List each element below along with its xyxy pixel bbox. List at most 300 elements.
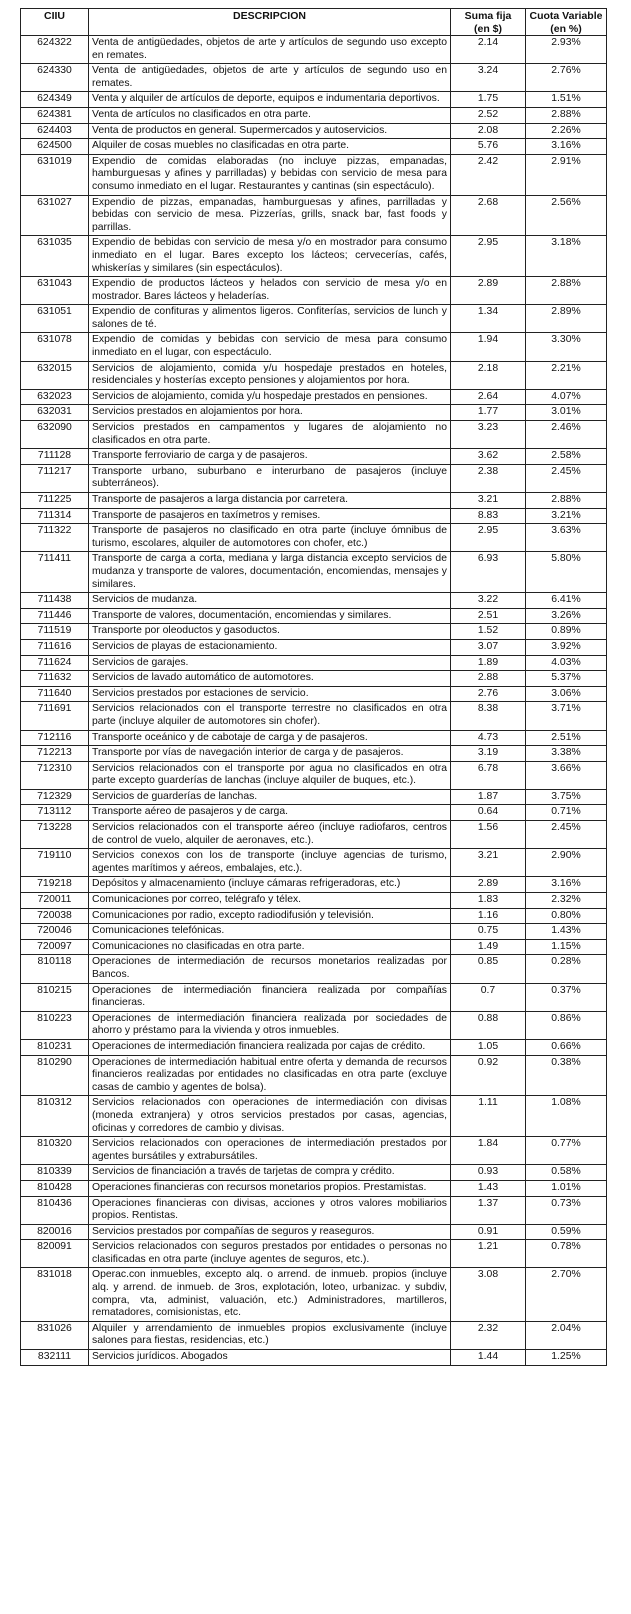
cuota-variable-cell: 3.16% [526,877,607,893]
suma-fija-cell: 2.08 [451,123,526,139]
ciiu-cell: 720038 [21,908,89,924]
table-row [21,524,607,552]
ciiu-cell: 631019 [21,154,89,195]
suma-fija-cell: 1.44 [451,1350,526,1366]
suma-fija-cell: 1.05 [451,1039,526,1055]
table-row [21,139,607,155]
description-cell: Comunicaciones por radio, excepto radiodifusión y televisión. [89,908,451,924]
cuota-variable-cell: 2.32% [526,893,607,909]
description-cell: Venta de antigüedades, objetos de arte y artículos de segundo uso en remates. [89,64,451,92]
ciiu-cell: 711438 [21,593,89,609]
cuota-variable-cell: 2.45% [526,464,607,492]
ciiu-cell: 720046 [21,924,89,940]
table-row [21,333,607,361]
table-row [21,195,607,236]
suma-fija-cell: 3.08 [451,1268,526,1321]
cuota-variable-cell: 0.71% [526,805,607,821]
ciiu-cell: 624403 [21,123,89,139]
suma-fija-cell: 1.34 [451,305,526,333]
cuota-variable-cell: 3.01% [526,405,607,421]
cuota-variable-cell: 3.92% [526,639,607,655]
description-cell: Servicios de mudanza. [89,593,451,609]
description-cell: Servicios de financiación a través de tarjetas de compra y crédito. [89,1165,451,1181]
cuota-variable-cell: 3.26% [526,608,607,624]
cuota-variable-cell: 0.58% [526,1165,607,1181]
suma-fija-cell: 8.83 [451,508,526,524]
table-row [21,730,607,746]
suma-fija-cell: 2.51 [451,608,526,624]
suma-fija-cell: 1.37 [451,1196,526,1224]
table-row [21,449,607,465]
table-row [21,1137,607,1165]
cuota-variable-cell: 1.15% [526,939,607,955]
table-body [21,36,607,1366]
ciiu-cell: 711128 [21,449,89,465]
suma-fija-cell: 0.88 [451,1011,526,1039]
table-row [21,277,607,305]
ciiu-cell: 631051 [21,305,89,333]
ciiu-cell: 624500 [21,139,89,155]
table-row [21,1165,607,1181]
description-cell: Expendio de productos lácteos y helados con servicio de mesa y/o en mostrador. Bares lácteos y heladerías. [89,277,451,305]
suma-fija-cell: 1.83 [451,893,526,909]
description-cell: Servicios jurídicos. Abogados [89,1350,451,1366]
header-cuota-line2: (en %) [550,22,582,35]
suma-fija-cell: 2.52 [451,107,526,123]
cuota-variable-cell: 0.86% [526,1011,607,1039]
cuota-variable-cell: 0.38% [526,1055,607,1096]
suma-fija-cell: 3.21 [451,849,526,877]
table-row [21,1096,607,1137]
suma-fija-cell: 3.62 [451,449,526,465]
table-row [21,983,607,1011]
table-row [21,1180,607,1196]
ciiu-cell: 624349 [21,92,89,108]
suma-fija-cell: 0.91 [451,1224,526,1240]
table-row [21,1268,607,1321]
description-cell: Transporte de pasajeros a larga distancia por carretera. [89,493,451,509]
table-row [21,821,607,849]
table-row [21,1196,607,1224]
ciiu-cell: 631035 [21,236,89,277]
description-cell: Operaciones financieras con divisas, acciones y otros valores mobiliarios propios. Rentistas. [89,1196,451,1224]
table-row [21,761,607,789]
table-row [21,421,607,449]
cuota-variable-cell: 3.16% [526,139,607,155]
suma-fija-cell: 0.93 [451,1165,526,1181]
description-cell: Servicios de guarderías de lanchas. [89,789,451,805]
suma-fija-cell: 8.38 [451,702,526,730]
table-row [21,64,607,92]
header-suma-fija-line1: Suma fija [464,10,512,22]
ciiu-cell: 632090 [21,421,89,449]
cuota-variable-cell: 3.66% [526,761,607,789]
ciiu-cell: 810320 [21,1137,89,1165]
cuota-variable-cell: 2.26% [526,123,607,139]
suma-fija-cell: 4.73 [451,730,526,746]
description-cell: Transporte urbano, suburbano e interurbano de pasajeros (incluye subterráneos). [89,464,451,492]
ciiu-cell: 624381 [21,107,89,123]
ciiu-cell: 810428 [21,1180,89,1196]
description-cell: Transporte por oleoductos y gasoductos. [89,624,451,640]
suma-fija-cell: 2.64 [451,389,526,405]
cuota-variable-cell: 2.58% [526,449,607,465]
header-suma-fija [451,9,526,36]
suma-fija-cell: 3.07 [451,639,526,655]
ciiu-cell: 810223 [21,1011,89,1039]
header-ciiu [21,9,89,36]
ciiu-rates-table [20,8,607,1366]
suma-fija-cell: 1.52 [451,624,526,640]
cuota-variable-cell: 2.88% [526,107,607,123]
description-cell: Transporte aéreo de pasajeros y de carga. [89,805,451,821]
table-row [21,361,607,389]
ciiu-cell: 820016 [21,1224,89,1240]
cuota-variable-cell: 3.75% [526,789,607,805]
table-row [21,805,607,821]
table-row [21,389,607,405]
cuota-variable-cell: 5.37% [526,671,607,687]
ciiu-cell: 810231 [21,1039,89,1055]
cuota-variable-cell: 2.91% [526,154,607,195]
ciiu-cell: 832111 [21,1350,89,1366]
cuota-variable-cell: 3.30% [526,333,607,361]
description-cell: Servicios de alojamiento, comida y/u hospedaje prestados en hoteles, residenciales y hosterías excepto pensiones y alojamientos por hora. [89,361,451,389]
suma-fija-cell: 2.68 [451,195,526,236]
suma-fija-cell: 2.95 [451,236,526,277]
ciiu-cell: 713228 [21,821,89,849]
suma-fija-cell: 1.21 [451,1240,526,1268]
suma-fija-cell: 3.19 [451,746,526,762]
description-cell: Servicios de lavado automático de automotores. [89,671,451,687]
table-row [21,464,607,492]
suma-fija-cell: 2.88 [451,671,526,687]
ciiu-cell: 810215 [21,983,89,1011]
suma-fija-cell: 5.76 [451,139,526,155]
ciiu-cell: 711616 [21,639,89,655]
description-cell: Servicios de playas de estacionamiento. [89,639,451,655]
cuota-variable-cell: 2.04% [526,1321,607,1349]
suma-fija-cell: 0.7 [451,983,526,1011]
cuota-variable-cell: 0.80% [526,908,607,924]
cuota-variable-cell: 3.06% [526,686,607,702]
header-cuota-line1: Cuota Variable [529,10,603,22]
suma-fija-cell: 0.64 [451,805,526,821]
table-row [21,893,607,909]
table-row [21,789,607,805]
cuota-variable-cell: 2.88% [526,277,607,305]
description-cell: Venta y alquiler de artículos de deporte, equipos e indumentaria deportivos. [89,92,451,108]
cuota-variable-cell: 1.08% [526,1096,607,1137]
description-cell: Expendio de comidas y bebidas con servicio de mesa para consumo inmediato en el lugar, con espectáculo. [89,333,451,361]
table-row [21,939,607,955]
cuota-variable-cell: 2.45% [526,821,607,849]
table-row [21,305,607,333]
suma-fija-cell: 6.93 [451,552,526,593]
activity-rates-sheet [20,8,606,1366]
cuota-variable-cell: 1.01% [526,1180,607,1196]
ciiu-cell: 810290 [21,1055,89,1096]
description-cell: Transporte ferroviario de carga y de pasajeros. [89,449,451,465]
ciiu-cell: 810312 [21,1096,89,1137]
description-cell: Servicios conexos con los de transporte (incluye agencias de turismo, agentes marítimos y aéreos, embalajes, etc.). [89,849,451,877]
ciiu-cell: 719110 [21,849,89,877]
description-cell: Servicios relacionados con seguros prestados por entidades o personas no clasificadas en otra parte (incluye agentes de seguros, etc.). [89,1240,451,1268]
ciiu-cell: 712116 [21,730,89,746]
description-cell: Servicios prestados por estaciones de servicio. [89,686,451,702]
cuota-variable-cell: 2.93% [526,36,607,64]
table-row [21,1350,607,1366]
description-cell: Venta de productos en general. Supermercados y autoservicios. [89,123,451,139]
ciiu-cell: 711217 [21,464,89,492]
suma-fija-cell: 1.94 [451,333,526,361]
cuota-variable-cell: 4.03% [526,655,607,671]
suma-fija-cell: 6.78 [451,761,526,789]
table-row [21,877,607,893]
suma-fija-cell: 1.56 [451,821,526,849]
ciiu-cell: 711322 [21,524,89,552]
description-cell: Expendio de confituras y alimentos ligeros. Confiterías, servicios de lunch y salones de té. [89,305,451,333]
description-cell: Servicios de alojamiento, comida y/u hospedaje prestados en pensiones. [89,389,451,405]
header-ciiu-label: CIIU [44,10,65,22]
description-cell: Alquiler de cosas muebles no clasificadas en otra parte. [89,139,451,155]
suma-fija-cell: 2.95 [451,524,526,552]
cuota-variable-cell: 6.41% [526,593,607,609]
table-row [21,1240,607,1268]
table-row [21,908,607,924]
table-row [21,154,607,195]
table-row [21,702,607,730]
description-cell: Transporte de pasajeros no clasificado en otra parte (incluye ómnibus de turismo, escolares, alquiler de automotores con chofer, etc.) [89,524,451,552]
ciiu-cell: 711446 [21,608,89,624]
table-row [21,508,607,524]
cuota-variable-cell: 2.46% [526,421,607,449]
cuota-variable-cell: 0.59% [526,1224,607,1240]
description-cell: Operaciones financieras con recursos monetarios propios. Prestamistas. [89,1180,451,1196]
description-cell: Servicios relacionados con el transporte terrestre no clasificados en otra parte (incluye alquiler de automotores sin chofer). [89,702,451,730]
table-row [21,608,607,624]
table-row [21,1039,607,1055]
cuota-variable-cell: 3.18% [526,236,607,277]
suma-fija-cell: 3.24 [451,64,526,92]
description-cell: Operaciones de intermediación financiera realizada por cajas de crédito. [89,1039,451,1055]
table-row [21,36,607,64]
suma-fija-cell: 2.14 [451,36,526,64]
suma-fija-cell: 2.32 [451,1321,526,1349]
cuota-variable-cell: 2.76% [526,64,607,92]
ciiu-cell: 624330 [21,64,89,92]
suma-fija-cell: 2.76 [451,686,526,702]
table-row [21,552,607,593]
description-cell: Comunicaciones telefónicas. [89,924,451,940]
table-row [21,236,607,277]
table-row [21,1224,607,1240]
ciiu-cell: 712213 [21,746,89,762]
suma-fija-cell: 1.16 [451,908,526,924]
description-cell: Depósitos y almacenamiento (incluye cámaras refrigeradoras, etc.) [89,877,451,893]
ciiu-cell: 711225 [21,493,89,509]
description-cell: Operaciones de intermediación habitual entre oferta y demanda de recursos financieros realizadas por entidades no clasificadas en otra parte (excluye casas de cambio y agentes de bolsa). [89,1055,451,1096]
ciiu-cell: 719218 [21,877,89,893]
ciiu-cell: 810339 [21,1165,89,1181]
cuota-variable-cell: 0.66% [526,1039,607,1055]
cuota-variable-cell: 1.51% [526,92,607,108]
suma-fija-cell: 3.22 [451,593,526,609]
description-cell: Transporte por vías de navegación interior de carga y de pasajeros. [89,746,451,762]
header-suma-fija-line2: (en $) [473,22,502,35]
suma-fija-cell: 1.43 [451,1180,526,1196]
cuota-variable-cell: 3.63% [526,524,607,552]
description-cell: Venta de artículos no clasificados en otra parte. [89,107,451,123]
cuota-variable-cell: 5.80% [526,552,607,593]
description-cell: Operaciones de intermediación de recursos monetarios realizadas por Bancos. [89,955,451,983]
ciiu-cell: 631043 [21,277,89,305]
description-cell: Transporte oceánico y de cabotaje de carga y de pasajeros. [89,730,451,746]
description-cell: Servicios relacionados con operaciones de intermediación con divisas (moneda extranjera) y otros servicios prestados por casas, agencias, oficinas y corredores de cambio y divisas. [89,1096,451,1137]
description-cell: Venta de antigüedades, objetos de arte y artículos de segundo uso excepto en remates. [89,36,451,64]
suma-fija-cell: 1.87 [451,789,526,805]
suma-fija-cell: 0.92 [451,1055,526,1096]
cuota-variable-cell: 0.77% [526,1137,607,1165]
cuota-variable-cell: 3.38% [526,746,607,762]
description-cell: Transporte de carga a corta, mediana y larga distancia excepto servicios de mudanza y transporte de valores, documentación, encomiendas, mensajes y similares. [89,552,451,593]
suma-fija-cell: 0.75 [451,924,526,940]
cuota-variable-cell: 4.07% [526,389,607,405]
description-cell: Operac.con inmuebles, excepto alq. o arrend. de inmueb. propios (incluye alq. y arrend. de inmueb. de 3ros, explotación, loteo, urbanizac. y subdiv, compra, vta, administ, valuación, etc.) Administradores, martilleros, rematadores, comisionistas, etc. [89,1268,451,1321]
description-cell: Expendio de bebidas con servicio de mesa y/o en mostrador para consumo inmediato en el lugar. Bares excepto los lácteos; cervecerías, cafés, whiskerías y similares (sin espectáculos). [89,236,451,277]
suma-fija-cell: 3.23 [451,421,526,449]
description-cell: Servicios de garajes. [89,655,451,671]
ciiu-cell: 810118 [21,955,89,983]
description-cell: Servicios prestados en campamentos y lugares de alojamiento no clasificados en otra parte. [89,421,451,449]
cuota-variable-cell: 2.51% [526,730,607,746]
ciiu-cell: 810436 [21,1196,89,1224]
cuota-variable-cell: 2.90% [526,849,607,877]
table-row [21,123,607,139]
suma-fija-cell: 1.49 [451,939,526,955]
table-row [21,639,607,655]
table-row [21,92,607,108]
table-row [21,955,607,983]
suma-fija-cell: 2.89 [451,277,526,305]
table-row [21,1321,607,1349]
description-cell: Expendio de comidas elaboradas (no incluye pizzas, empanadas, hamburguesas y afines y parrilladas) y bebidas con servicio de mesa para consumo inmediato en el lugar. Restaurantes y cantinas (sin espectáculo). [89,154,451,195]
description-cell: Transporte de pasajeros en taxímetros y remises. [89,508,451,524]
description-cell: Alquiler y arrendamiento de inmuebles propios exclusivamente (incluye salones para fiestas, residencias, etc.) [89,1321,451,1349]
ciiu-cell: 711411 [21,552,89,593]
table-row [21,746,607,762]
ciiu-cell: 831026 [21,1321,89,1349]
header-descripcion [89,9,451,36]
cuota-variable-cell: 0.28% [526,955,607,983]
description-cell: Servicios relacionados con el transporte por agua no clasificados en otra parte excepto guarderías de lanchas (incluye alquiler de buques, etc.). [89,761,451,789]
table-row [21,624,607,640]
table-row [21,655,607,671]
cuota-variable-cell: 2.56% [526,195,607,236]
table-row [21,671,607,687]
cuota-variable-cell: 3.71% [526,702,607,730]
suma-fija-cell: 1.84 [451,1137,526,1165]
suma-fija-cell: 2.42 [451,154,526,195]
cuota-variable-cell: 0.89% [526,624,607,640]
cuota-variable-cell: 2.89% [526,305,607,333]
table-row [21,686,607,702]
ciiu-cell: 720011 [21,893,89,909]
ciiu-cell: 712329 [21,789,89,805]
suma-fija-cell: 2.18 [451,361,526,389]
cuota-variable-cell: 0.73% [526,1196,607,1224]
description-cell: Comunicaciones no clasificadas en otra parte. [89,939,451,955]
ciiu-cell: 720097 [21,939,89,955]
suma-fija-cell: 1.11 [451,1096,526,1137]
ciiu-cell: 632023 [21,389,89,405]
ciiu-cell: 711691 [21,702,89,730]
table-row [21,593,607,609]
ciiu-cell: 632031 [21,405,89,421]
suma-fija-cell: 0.85 [451,955,526,983]
ciiu-cell: 831018 [21,1268,89,1321]
ciiu-cell: 631027 [21,195,89,236]
suma-fija-cell: 2.89 [451,877,526,893]
description-cell: Expendio de pizzas, empanadas, hamburguesas y afines, parrilladas y bebidas con servicio de mesa. Pizzerías, grills, snack bar, fast foods y parrillas. [89,195,451,236]
description-cell: Transporte de valores, documentación, encomiendas y similares. [89,608,451,624]
cuota-variable-cell: 0.37% [526,983,607,1011]
ciiu-cell: 624322 [21,36,89,64]
description-cell: Operaciones de intermediación financiera realizada por compañías financieras. [89,983,451,1011]
cuota-variable-cell: 1.43% [526,924,607,940]
description-cell: Servicios prestados por compañías de seguros y reaseguros. [89,1224,451,1240]
description-cell: Servicios prestados en alojamientos por hora. [89,405,451,421]
ciiu-cell: 711624 [21,655,89,671]
description-cell: Operaciones de intermediación financiera realizada por sociedades de ahorro y préstamo para la vivienda y otros inmuebles. [89,1011,451,1039]
cuota-variable-cell: 2.70% [526,1268,607,1321]
suma-fija-cell: 3.21 [451,493,526,509]
table-row [21,493,607,509]
header-descripcion-label: DESCRIPCION [233,10,306,22]
table-row [21,107,607,123]
ciiu-cell: 712310 [21,761,89,789]
ciiu-cell: 711519 [21,624,89,640]
ciiu-cell: 711314 [21,508,89,524]
header-row [21,9,607,36]
table-row [21,849,607,877]
description-cell: Servicios relacionados con el transporte aéreo (incluye radiofaros, centros de control de vuelo, alquiler de aeronaves, etc.). [89,821,451,849]
cuota-variable-cell: 1.25% [526,1350,607,1366]
ciiu-cell: 820091 [21,1240,89,1268]
cuota-variable-cell: 0.78% [526,1240,607,1268]
cuota-variable-cell: 2.21% [526,361,607,389]
suma-fija-cell: 1.89 [451,655,526,671]
table-row [21,1011,607,1039]
description-cell: Servicios relacionados con operaciones de intermediación prestados por agentes bursátiles y extrabursátiles. [89,1137,451,1165]
ciiu-cell: 713112 [21,805,89,821]
suma-fija-cell: 1.75 [451,92,526,108]
ciiu-cell: 711632 [21,671,89,687]
ciiu-cell: 711640 [21,686,89,702]
cuota-variable-cell: 2.88% [526,493,607,509]
suma-fija-cell: 1.77 [451,405,526,421]
cuota-variable-cell: 3.21% [526,508,607,524]
ciiu-cell: 631078 [21,333,89,361]
table-header [21,9,607,36]
suma-fija-cell: 2.38 [451,464,526,492]
table-row [21,924,607,940]
ciiu-cell: 632015 [21,361,89,389]
table-row [21,405,607,421]
header-cuota-variable [526,9,607,36]
table-row [21,1055,607,1096]
description-cell: Comunicaciones por correo, telégrafo y télex. [89,893,451,909]
